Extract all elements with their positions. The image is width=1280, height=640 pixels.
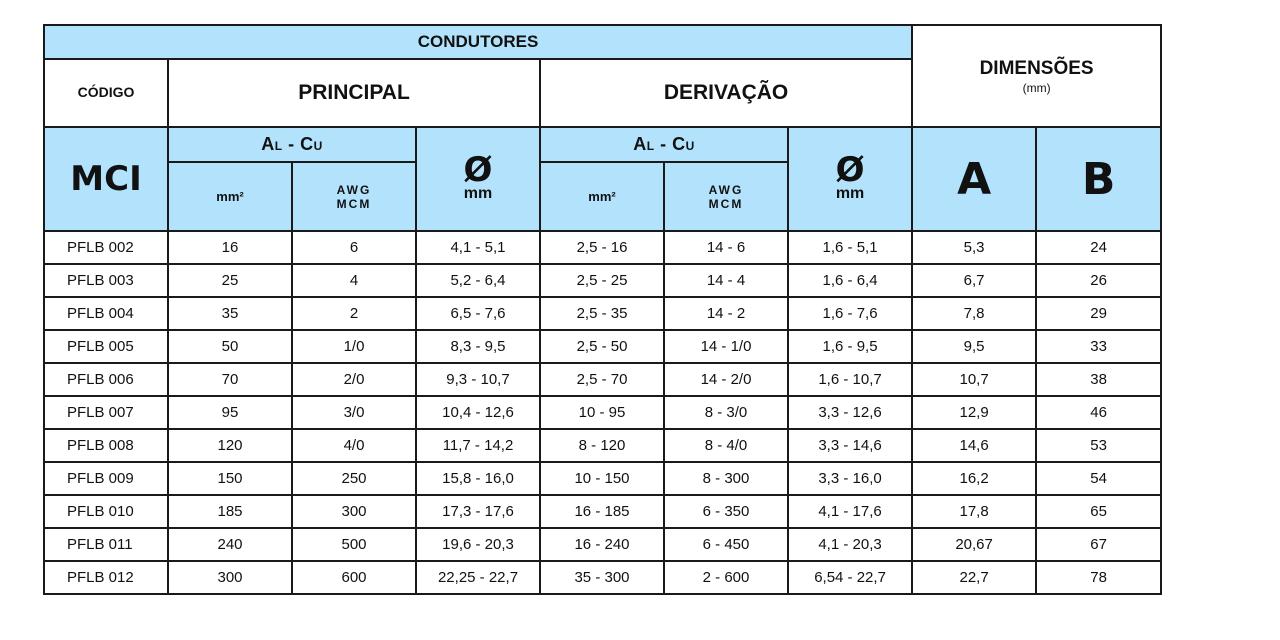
codigo-cell: PFLB 009 — [44, 462, 168, 495]
principal-mm2-cell: 120 — [168, 429, 292, 462]
table-row — [44, 363, 1161, 396]
derivacao-mm2-cell: 2,5 - 50 — [540, 330, 664, 363]
dim-a-cell: 9,5 — [912, 330, 1036, 363]
principal-mm2-cell: 50 — [168, 330, 292, 363]
principal-mm2-cell: 240 — [168, 528, 292, 561]
principal-mm2-header — [168, 162, 292, 231]
derivacao-diameter-cell: 1,6 - 10,7 — [788, 363, 912, 396]
table-row — [44, 528, 1161, 561]
derivacao-awg-cell: 14 - 2 — [664, 297, 788, 330]
product-spec-table — [43, 24, 1162, 595]
derivacao-mm2-cell: 16 - 240 — [540, 528, 664, 561]
dim-b-label: B — [1081, 153, 1116, 205]
diameter-unit: mm — [463, 185, 493, 202]
table-row — [44, 396, 1161, 429]
derivacao-diameter-cell: 4,1 - 20,3 — [788, 528, 912, 561]
principal-diameter-cell: 19,6 - 20,3 — [416, 528, 540, 561]
condutores-label: CONDUTORES — [417, 32, 539, 51]
codigo-header — [44, 59, 168, 127]
derivacao-diameter-cell: 3,3 - 14,6 — [788, 429, 912, 462]
derivacao-awg-cell: 14 - 6 — [664, 231, 788, 264]
codigo-label: CÓDIGO — [77, 84, 135, 100]
derivacao-awg-header — [664, 162, 788, 231]
dim-b-cell: 33 — [1036, 330, 1161, 363]
dim-a-cell: 16,2 — [912, 462, 1036, 495]
derivacao-diameter-header — [788, 127, 912, 231]
dim-a-cell: 6,7 — [912, 264, 1036, 297]
principal-mm2-cell: 35 — [168, 297, 292, 330]
derivacao-diameter-cell: 1,6 - 7,6 — [788, 297, 912, 330]
derivacao-diameter-cell: 4,1 - 17,6 — [788, 495, 912, 528]
derivacao-mm2-header — [540, 162, 664, 231]
codigo-cell: PFLB 004 — [44, 297, 168, 330]
derivacao-mm2-cell: 2,5 - 70 — [540, 363, 664, 396]
derivacao-mm2-cell: 2,5 - 35 — [540, 297, 664, 330]
derivacao-awg-cell: 2 - 600 — [664, 561, 788, 594]
dim-a-header — [912, 127, 1036, 231]
principal-diameter-cell: 11,7 - 14,2 — [416, 429, 540, 462]
principal-awg-cell: 4/0 — [292, 429, 416, 462]
mm2-label: mm² — [588, 188, 616, 204]
diameter-unit: mm — [835, 185, 865, 202]
derivacao-mm2-cell: 16 - 185 — [540, 495, 664, 528]
dim-b-cell: 67 — [1036, 528, 1161, 561]
codigo-cell: PFLB 011 — [44, 528, 168, 561]
derivacao-diameter-cell: 1,6 - 5,1 — [788, 231, 912, 264]
dim-b-cell: 24 — [1036, 231, 1161, 264]
derivacao-diameter-cell: 1,6 - 6,4 — [788, 264, 912, 297]
condutores-header — [44, 25, 912, 59]
derivacao-diameter-cell: 3,3 - 12,6 — [788, 396, 912, 429]
product-table-container — [43, 24, 1162, 595]
table-row — [44, 561, 1161, 594]
derivacao-awg-cell: 14 - 2/0 — [664, 363, 788, 396]
principal-awg-cell: 600 — [292, 561, 416, 594]
dim-a-cell: 20,67 — [912, 528, 1036, 561]
derivacao-mm2-cell: 2,5 - 25 — [540, 264, 664, 297]
dim-b-cell: 46 — [1036, 396, 1161, 429]
derivacao-awg-cell: 6 - 350 — [664, 495, 788, 528]
principal-diameter-cell: 9,3 - 10,7 — [416, 363, 540, 396]
dim-a-cell: 10,7 — [912, 363, 1036, 396]
derivacao-awg-cell: 14 - 1/0 — [664, 330, 788, 363]
principal-awg-cell: 500 — [292, 528, 416, 561]
dim-b-cell: 54 — [1036, 462, 1161, 495]
principal-alcu-label: AL - CU — [261, 134, 323, 154]
diameter-symbol: Ø — [835, 150, 865, 190]
principal-alcu-header — [168, 127, 416, 162]
principal-awg-cell: 250 — [292, 462, 416, 495]
dimensoes-header — [912, 25, 1161, 127]
principal-label: PRINCIPAL — [298, 81, 410, 104]
table-body — [44, 231, 1161, 594]
principal-diameter-cell: 4,1 - 5,1 — [416, 231, 540, 264]
principal-awg-cell: 4 — [292, 264, 416, 297]
table-row — [44, 330, 1161, 363]
awg-mcm-label: AWG MCM — [708, 182, 744, 211]
derivacao-alcu-header — [540, 127, 788, 162]
principal-mm2-cell: 150 — [168, 462, 292, 495]
derivacao-label: DERIVAÇÃO — [663, 81, 789, 104]
principal-diameter-cell: 6,5 - 7,6 — [416, 297, 540, 330]
dim-b-cell: 29 — [1036, 297, 1161, 330]
derivacao-awg-cell: 8 - 4/0 — [664, 429, 788, 462]
codigo-cell: PFLB 002 — [44, 231, 168, 264]
dim-b-cell: 53 — [1036, 429, 1161, 462]
principal-awg-header — [292, 162, 416, 231]
diameter-symbol: Ø — [463, 150, 493, 190]
derivacao-awg-cell: 6 - 450 — [664, 528, 788, 561]
dimensoes-label: DIMENSÕES — [979, 57, 1094, 79]
table-row — [44, 495, 1161, 528]
codigo-cell: PFLB 008 — [44, 429, 168, 462]
derivacao-mm2-cell: 2,5 - 16 — [540, 231, 664, 264]
principal-diameter-cell: 17,3 - 17,6 — [416, 495, 540, 528]
table-row — [44, 429, 1161, 462]
derivacao-diameter-cell: 1,6 - 9,5 — [788, 330, 912, 363]
dim-b-cell: 65 — [1036, 495, 1161, 528]
table-row — [44, 264, 1161, 297]
principal-awg-cell: 3/0 — [292, 396, 416, 429]
table-row — [44, 297, 1161, 330]
dim-a-label: A — [957, 153, 992, 205]
dim-a-cell: 17,8 — [912, 495, 1036, 528]
derivacao-diameter-cell: 6,54 - 22,7 — [788, 561, 912, 594]
principal-diameter-cell: 5,2 - 6,4 — [416, 264, 540, 297]
derivacao-awg-cell: 14 - 4 — [664, 264, 788, 297]
principal-mm2-cell: 16 — [168, 231, 292, 264]
codigo-cell: PFLB 012 — [44, 561, 168, 594]
derivacao-diameter-cell: 3,3 - 16,0 — [788, 462, 912, 495]
derivacao-header — [540, 59, 912, 127]
codigo-cell: PFLB 005 — [44, 330, 168, 363]
awg-mcm-label: AWG MCM — [336, 182, 372, 211]
dim-a-cell: 22,7 — [912, 561, 1036, 594]
derivacao-mm2-cell: 10 - 150 — [540, 462, 664, 495]
derivacao-mm2-cell: 10 - 95 — [540, 396, 664, 429]
dim-a-cell: 7,8 — [912, 297, 1036, 330]
table-row — [44, 231, 1161, 264]
principal-diameter-cell: 8,3 - 9,5 — [416, 330, 540, 363]
principal-awg-cell: 2/0 — [292, 363, 416, 396]
principal-mm2-cell: 300 — [168, 561, 292, 594]
principal-mm2-cell: 185 — [168, 495, 292, 528]
dim-b-cell: 78 — [1036, 561, 1161, 594]
principal-mm2-cell: 95 — [168, 396, 292, 429]
derivacao-awg-cell: 8 - 300 — [664, 462, 788, 495]
derivacao-alcu-label: AL - CU — [633, 134, 695, 154]
dim-a-cell: 12,9 — [912, 396, 1036, 429]
principal-awg-cell: 1/0 — [292, 330, 416, 363]
codigo-cell: PFLB 010 — [44, 495, 168, 528]
mm2-label: mm² — [216, 188, 244, 204]
derivacao-mm2-cell: 35 - 300 — [540, 561, 664, 594]
mci-header — [44, 127, 168, 231]
principal-mm2-cell: 70 — [168, 363, 292, 396]
dim-a-cell: 14,6 — [912, 429, 1036, 462]
principal-header — [168, 59, 540, 127]
codigo-cell: PFLB 007 — [44, 396, 168, 429]
dim-a-cell: 5,3 — [912, 231, 1036, 264]
principal-diameter-cell: 10,4 - 12,6 — [416, 396, 540, 429]
principal-diameter-cell: 22,25 - 22,7 — [416, 561, 540, 594]
mci-label: MCI — [70, 159, 142, 199]
principal-diameter-header — [416, 127, 540, 231]
table-row — [44, 462, 1161, 495]
dim-b-cell: 26 — [1036, 264, 1161, 297]
principal-awg-cell: 2 — [292, 297, 416, 330]
dimensoes-unit: (mm) — [1022, 80, 1051, 95]
codigo-cell: PFLB 003 — [44, 264, 168, 297]
dim-b-header — [1036, 127, 1161, 231]
principal-awg-cell: 6 — [292, 231, 416, 264]
principal-diameter-cell: 15,8 - 16,0 — [416, 462, 540, 495]
principal-awg-cell: 300 — [292, 495, 416, 528]
dim-b-cell: 38 — [1036, 363, 1161, 396]
principal-mm2-cell: 25 — [168, 264, 292, 297]
derivacao-awg-cell: 8 - 3/0 — [664, 396, 788, 429]
codigo-cell: PFLB 006 — [44, 363, 168, 396]
derivacao-mm2-cell: 8 - 120 — [540, 429, 664, 462]
